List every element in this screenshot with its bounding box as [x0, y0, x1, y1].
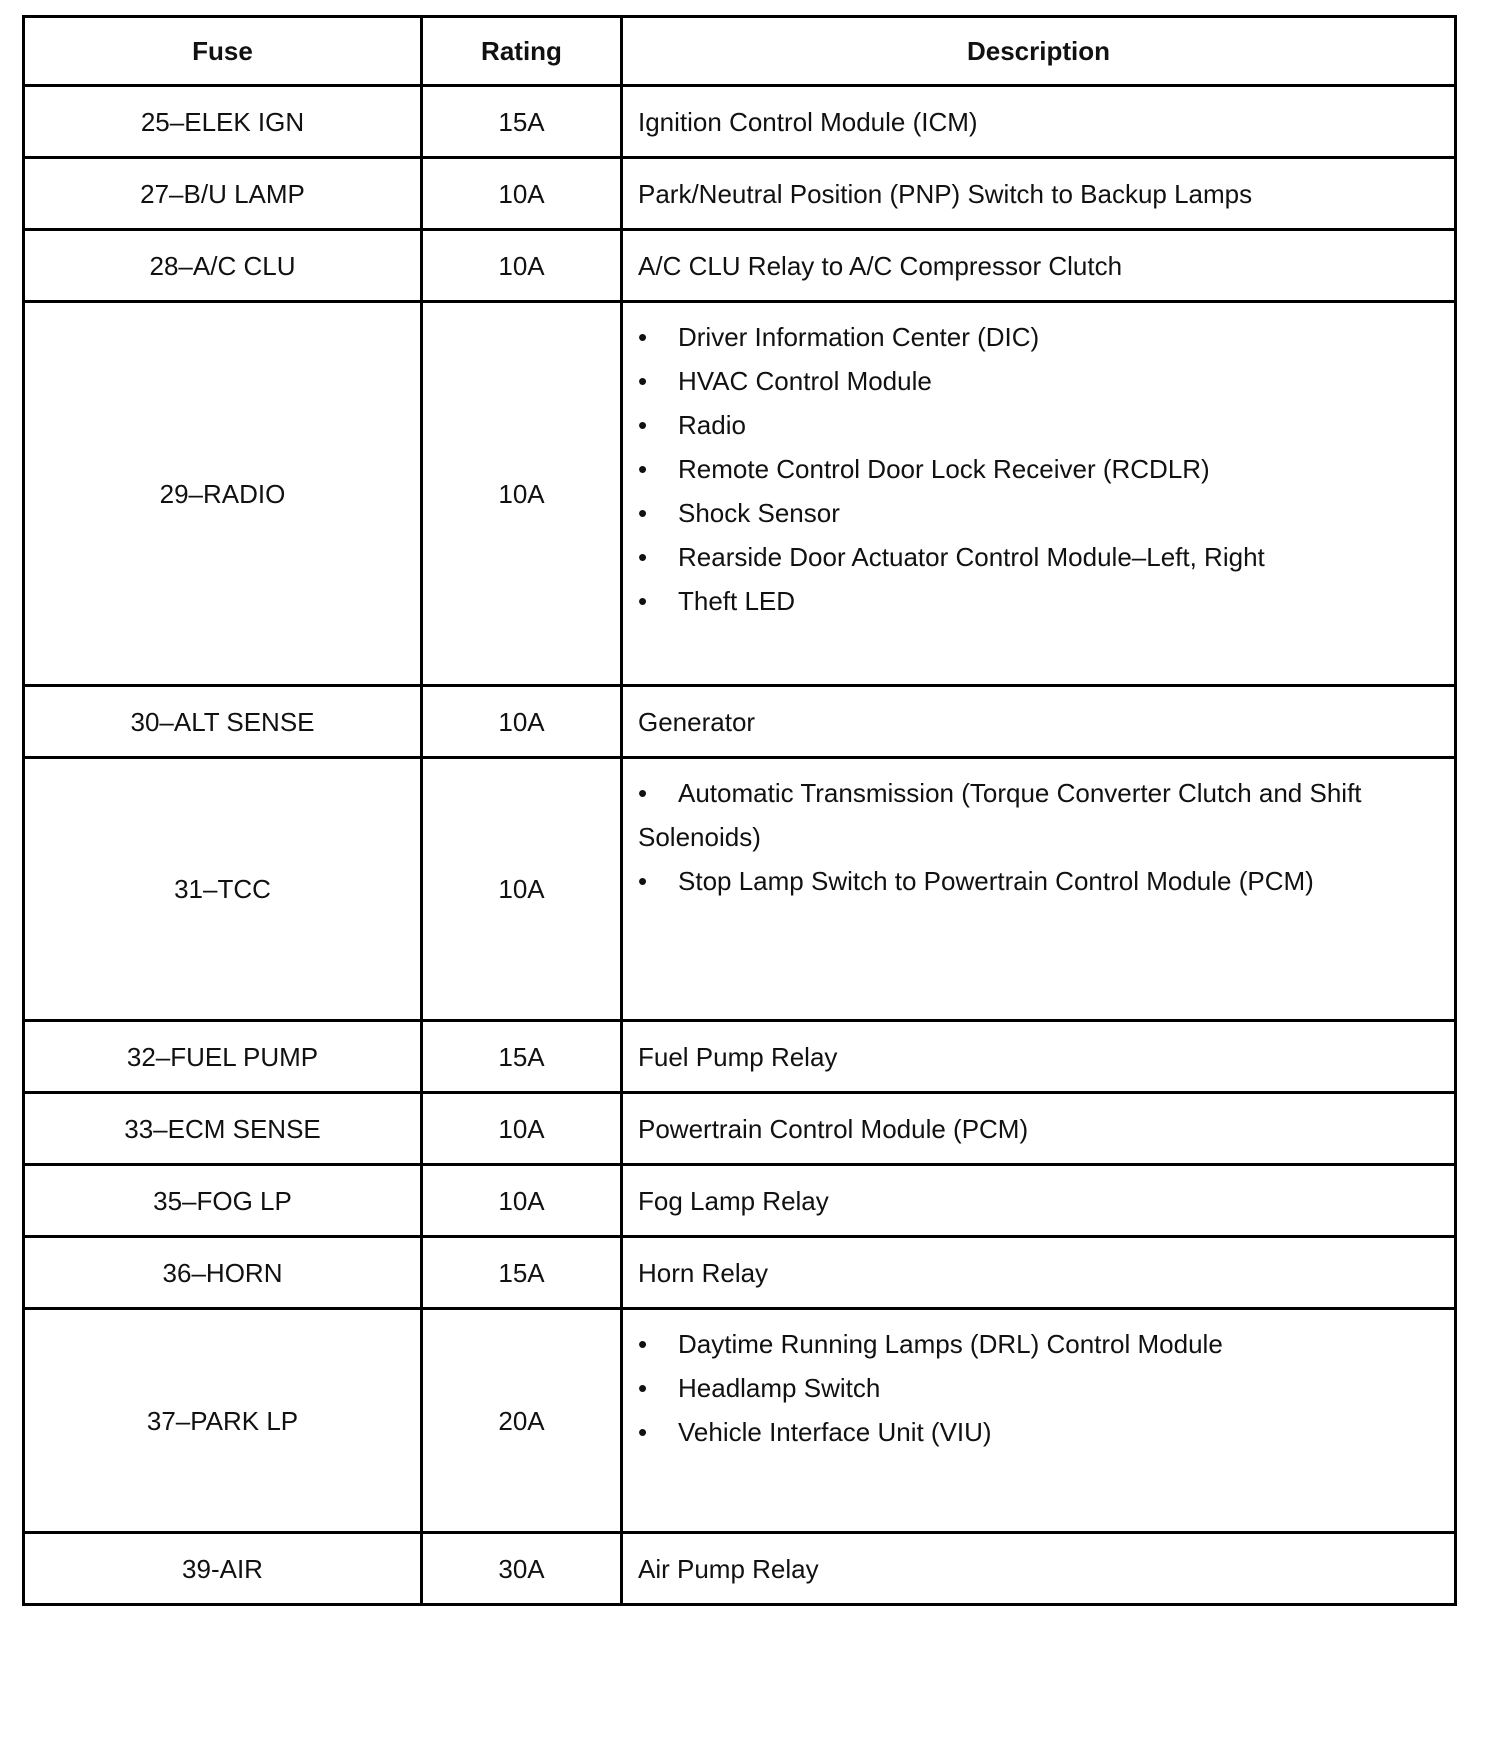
rating-cell: 10A [422, 158, 622, 230]
list-item [638, 359, 1394, 403]
description-cell: Air Pump Relay [622, 1533, 1456, 1605]
list-item [638, 491, 1394, 535]
description-list [638, 1322, 1394, 1454]
description-list [638, 771, 1394, 903]
fuse-cell: 33–ECM SENSE [24, 1093, 422, 1165]
fuse-cell: 27–B/U LAMP [24, 158, 422, 230]
list-item-text: Shock Sensor [678, 498, 840, 528]
header-description: Description [622, 17, 1456, 86]
table-row [24, 86, 1456, 158]
bullet-icon: • [638, 1373, 648, 1403]
table-row [24, 1237, 1456, 1309]
rating-cell: 10A [422, 1165, 622, 1237]
bullet-icon: • [638, 542, 648, 572]
header-row [24, 17, 1456, 86]
list-item [638, 771, 1394, 859]
description-cell: Fog Lamp Relay [622, 1165, 1456, 1237]
list-item [638, 579, 1394, 623]
list-item-text: Headlamp Switch [678, 1373, 881, 1403]
fuse-cell: 35–FOG LP [24, 1165, 422, 1237]
rating-cell: 10A [422, 230, 622, 302]
fuse-cell: 36–HORN [24, 1237, 422, 1309]
table-row [24, 230, 1456, 302]
bullet-icon: • [638, 322, 648, 352]
description-cell [622, 1309, 1456, 1533]
bullet-icon: • [638, 1417, 648, 1447]
bullet-icon: • [638, 586, 648, 616]
fuse-cell: 32–FUEL PUMP [24, 1021, 422, 1093]
list-item [638, 1366, 1394, 1410]
list-item [638, 859, 1394, 903]
description-cell: Fuel Pump Relay [622, 1021, 1456, 1093]
list-item-text: Automatic Transmission (Torque Converter Clutch and Shift Solenoids) [638, 778, 1362, 852]
list-item-text: Driver Information Center (DIC) [678, 322, 1040, 352]
rating-cell: 20A [422, 1309, 622, 1533]
table-row [24, 686, 1456, 758]
table-row [24, 1165, 1456, 1237]
list-item-text: Theft LED [678, 586, 796, 616]
table-row [24, 158, 1456, 230]
description-cell [622, 302, 1456, 686]
table-row [24, 1309, 1456, 1533]
list-item-text: Rearside Door Actuator Control Module–Left, Right [678, 542, 1265, 572]
description-cell: Ignition Control Module (ICM) [622, 86, 1456, 158]
description-cell: Horn Relay [622, 1237, 1456, 1309]
description-cell: Park/Neutral Position (PNP) Switch to Backup Lamps [622, 158, 1456, 230]
description-cell: A/C CLU Relay to A/C Compressor Clutch [622, 230, 1456, 302]
bullet-icon: • [638, 866, 648, 896]
bullet-icon: • [638, 366, 648, 396]
fuse-cell: 39-AIR [24, 1533, 422, 1605]
header-rating: Rating [422, 17, 622, 86]
list-item [638, 403, 1394, 447]
list-item [638, 1410, 1394, 1454]
list-item-text: Remote Control Door Lock Receiver (RCDLR) [678, 454, 1210, 484]
fuse-cell: 29–RADIO [24, 302, 422, 686]
description-cell: Generator [622, 686, 1456, 758]
fuse-cell: 28–A/C CLU [24, 230, 422, 302]
table-row [24, 1093, 1456, 1165]
list-item-text: Stop Lamp Switch to Powertrain Control Module (PCM) [678, 866, 1314, 896]
description-cell [622, 758, 1456, 1021]
list-item-text: Daytime Running Lamps (DRL) Control Module [678, 1329, 1223, 1359]
fuse-cell: 30–ALT SENSE [24, 686, 422, 758]
description-list [638, 315, 1394, 623]
table-row [24, 302, 1456, 686]
bullet-icon: • [638, 1329, 648, 1359]
header-fuse: Fuse [24, 17, 422, 86]
rating-cell: 30A [422, 1533, 622, 1605]
table-row [24, 758, 1456, 1021]
rating-cell: 10A [422, 302, 622, 686]
rating-cell: 10A [422, 758, 622, 1021]
fuse-cell: 37–PARK LP [24, 1309, 422, 1533]
list-item-text: HVAC Control Module [678, 366, 932, 396]
list-item-text: Vehicle Interface Unit (VIU) [678, 1417, 992, 1447]
rating-cell: 10A [422, 1093, 622, 1165]
bullet-icon: • [638, 454, 648, 484]
bullet-icon: • [638, 410, 648, 440]
bullet-icon: • [638, 498, 648, 528]
list-item [638, 1322, 1394, 1366]
fuse-cell: 25–ELEK IGN [24, 86, 422, 158]
fuse-table [22, 15, 1457, 1606]
table-row [24, 1533, 1456, 1605]
rating-cell: 15A [422, 1021, 622, 1093]
description-cell: Powertrain Control Module (PCM) [622, 1093, 1456, 1165]
list-item-text: Radio [678, 410, 746, 440]
list-item [638, 315, 1394, 359]
bullet-icon: • [638, 778, 648, 808]
rating-cell: 15A [422, 1237, 622, 1309]
rating-cell: 10A [422, 686, 622, 758]
rating-cell: 15A [422, 86, 622, 158]
list-item [638, 447, 1394, 491]
fuse-cell: 31–TCC [24, 758, 422, 1021]
list-item [638, 535, 1394, 579]
table-row [24, 1021, 1456, 1093]
